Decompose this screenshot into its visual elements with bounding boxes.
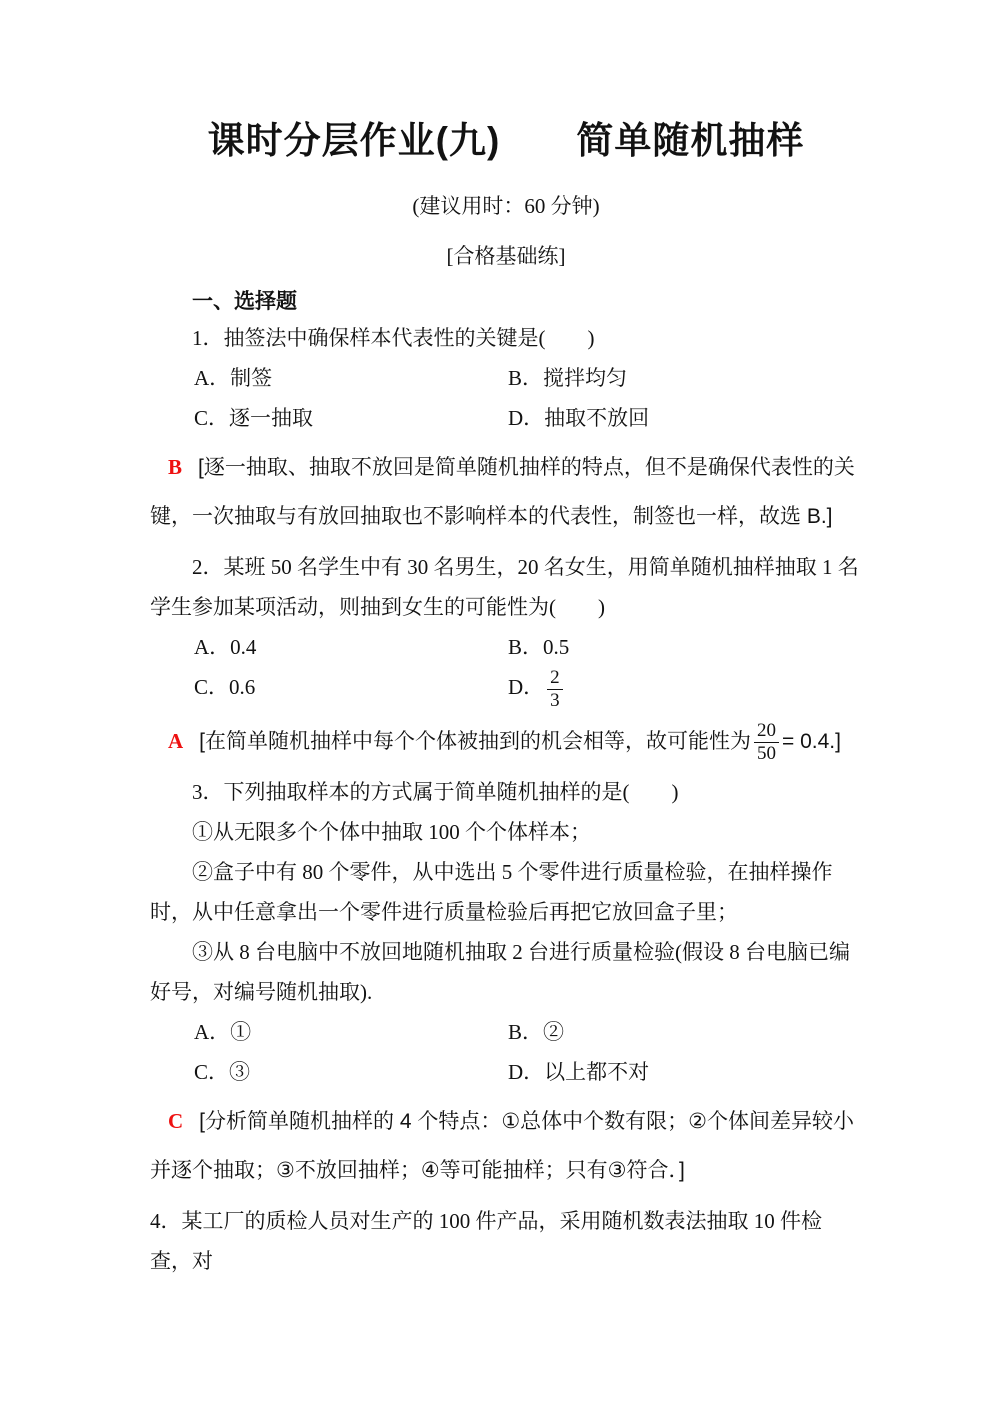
q3-option-a: A．① — [194, 1019, 252, 1044]
q3-answer — [150, 1097, 862, 1195]
q3-answer-letter: C — [168, 1108, 184, 1133]
q3-option-d: D．以上都不对 — [508, 1059, 650, 1084]
part-heading-choice-questions: 一、选择题 — [192, 290, 297, 313]
page-content — [150, 0, 862, 1281]
fraction-denominator: 3 — [550, 689, 560, 711]
q2-option-a: A．0.4 — [194, 635, 257, 659]
q4-stem: 4．某工厂的质检人员对生产的 100 件产品，采用随机数表法抽取 10 件检查，对 — [150, 1208, 822, 1273]
q2-answer-letter: A — [168, 728, 184, 753]
q1-option-d: D．抽取不放回 — [508, 406, 650, 430]
q3-item-1: ①从无限多个个体中抽取 100 个个体样本； — [192, 819, 591, 844]
q1-option-a: A．制签 — [194, 366, 273, 390]
q2-options-row-2 — [150, 667, 862, 712]
q2-option-c: C．0.6 — [194, 675, 256, 699]
fraction-numerator: 2 — [547, 667, 563, 690]
q3-options-row-2 — [150, 1052, 862, 1092]
q2-answer-fraction — [754, 720, 779, 765]
q3-option-b: B．② — [508, 1019, 565, 1044]
q2-option-d-label: D． — [508, 675, 545, 700]
q1-options-row-1 — [150, 358, 862, 398]
q3-answer-text: [分析简单随机抽样的 4 个特点：①总体中个数有限；②个体间差异较小并逐个抽取；③不放回抽样；④等可能抽样；只有③符合．] — [150, 1109, 855, 1182]
q2-answer-text-before: [在简单随机抽样中每个个体被抽到的机会相等，故可能性为 — [199, 729, 752, 753]
q2-option-d — [506, 667, 862, 712]
q2-answer — [150, 717, 862, 766]
section-tag: [合格基础练] — [446, 244, 566, 268]
q1-option-b: B．搅拌均匀 — [508, 366, 628, 390]
page-title: 课时分层作业(九) 简单随机抽样 — [207, 120, 805, 161]
q2-stem: 2．某班 50 名学生中有 30 名男生，20 名女生，用简单随机抽样抽取 1 名学生参加某项活动，则抽到女生的可能性为( ) — [150, 555, 859, 619]
time-suggestion: (建议用时：60 分钟) — [412, 194, 600, 218]
fraction-denominator: 50 — [757, 742, 777, 764]
q2-answer-text-after: = 0.4.] — [782, 729, 841, 753]
q2-option-d-fraction — [547, 667, 563, 712]
q3-options-row-1 — [150, 1012, 862, 1052]
q1-answer-text: [逐一抽取、抽取不放回是简单随机抽样的特点，但不是确保代表性的关键，一次抽取与有放回抽取也不影响样本的代表性，制签也一样，故选 B.] — [150, 456, 855, 528]
q2-option-b: B．0.5 — [508, 635, 570, 659]
q3-item-2: ②盒子中有 80 个零件，从中选出 5 个零件进行质量检验，在抽样操作时，从中任意拿出一个零件进行质量检验后再把它放回盒子里； — [150, 859, 833, 924]
q3-option-c: C．③ — [194, 1059, 251, 1084]
q1-stem: 1．抽签法中确保样本代表性的关键是( ) — [192, 326, 595, 350]
q3-item-3: ③从 8 台电脑中不放回地随机抽取 2 台进行质量检验(假设 8 台电脑已编好号，对编号随机抽取). — [150, 939, 850, 1004]
q1-option-c: C．逐一抽取 — [194, 406, 314, 430]
q1-answer-letter: B — [168, 455, 183, 479]
q2-options-row-1 — [150, 627, 862, 667]
q3-stem: 3．下列抽取样本的方式属于简单随机抽样的是( ) — [192, 779, 679, 804]
fraction-numerator: 20 — [754, 720, 779, 743]
q1-options-row-2 — [150, 398, 862, 438]
q1-answer — [150, 443, 862, 541]
